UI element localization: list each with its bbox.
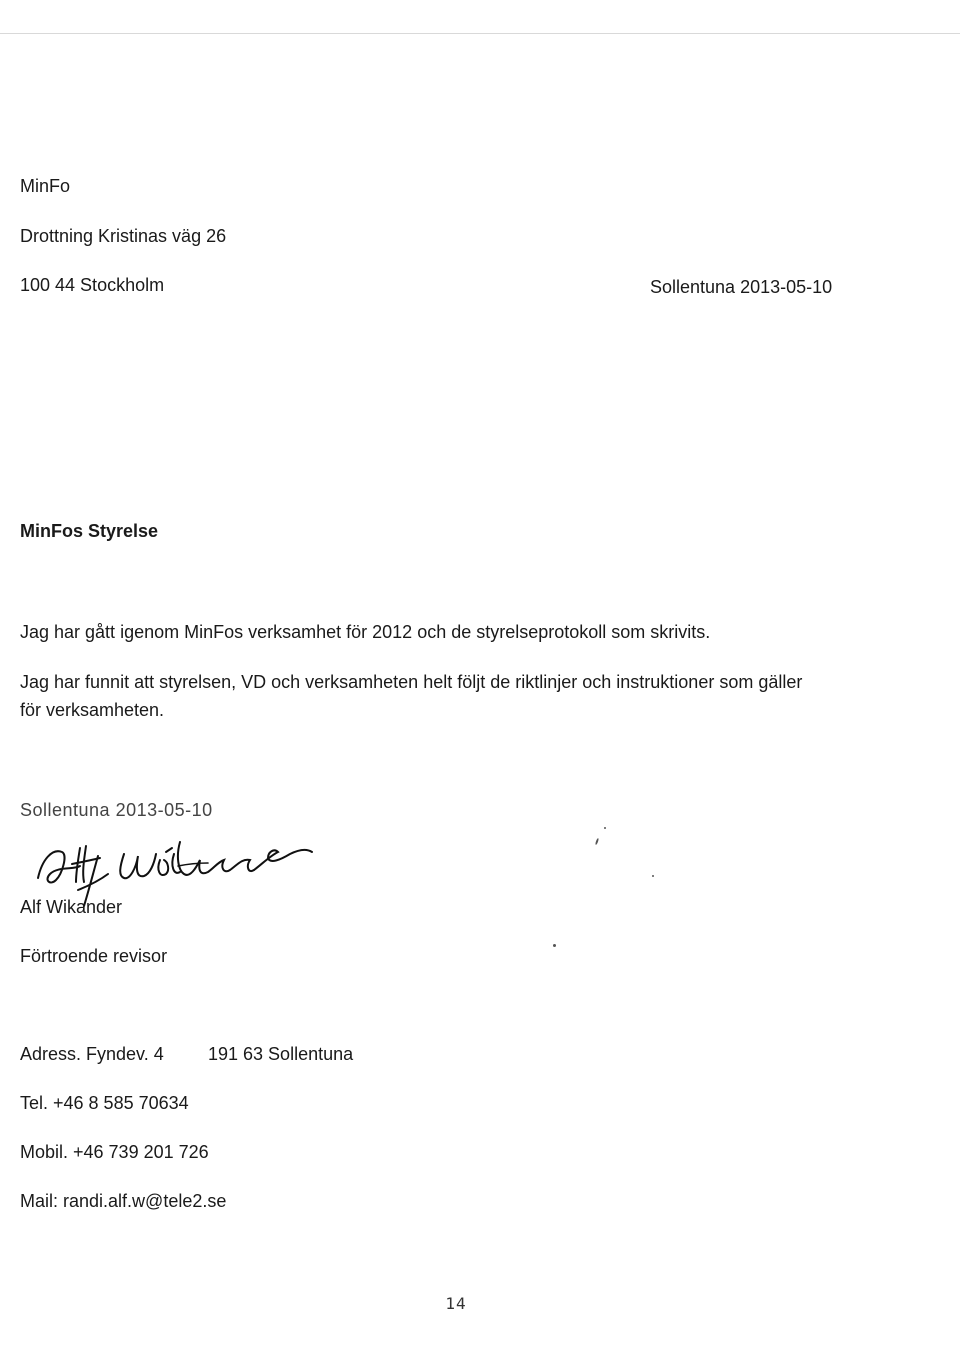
contact-city: 191 63 Sollentuna [208, 1044, 354, 1064]
contact-tel: Tel. +46 8 585 70634 [20, 1093, 189, 1113]
scan-speck [553, 944, 556, 947]
sender-postal: 100 44 Stockholm [20, 275, 165, 295]
body-line-2: Jag har funnit att styrelsen, VD och verksamheten helt följt de riktlinjer och instruktioner som gäller [20, 672, 803, 692]
body-line-3: för verksamheten. [20, 700, 165, 720]
contact-address: Adress. Fyndev. 4 [20, 1044, 164, 1064]
page-number: 14 [445, 1294, 467, 1313]
scan-speck [652, 875, 654, 877]
scan-speck [595, 838, 599, 845]
sender-street: Drottning Kristinas väg 26 [20, 226, 227, 246]
place-date: Sollentuna 2013-05-10 [650, 277, 833, 297]
scan-speck [604, 827, 606, 829]
scan-edge [0, 33, 960, 34]
signatory-title: Förtroende revisor [20, 946, 168, 966]
stamp-date: Sollentuna 2013-05-10 [20, 800, 213, 820]
sender-name: MinFo [20, 176, 71, 196]
body-line-1: Jag har gått igenom MinFos verksamhet för 2012 och de styrelseprotokoll som skrivits. [20, 622, 711, 642]
contact-mail: Mail: randi.alf.w@tele2.se [20, 1191, 227, 1211]
subject-heading: MinFos Styrelse [20, 521, 159, 541]
contact-mobile: Mobil. +46 739 201 726 [20, 1142, 209, 1162]
signatory-name: Alf Wikander [20, 897, 123, 917]
